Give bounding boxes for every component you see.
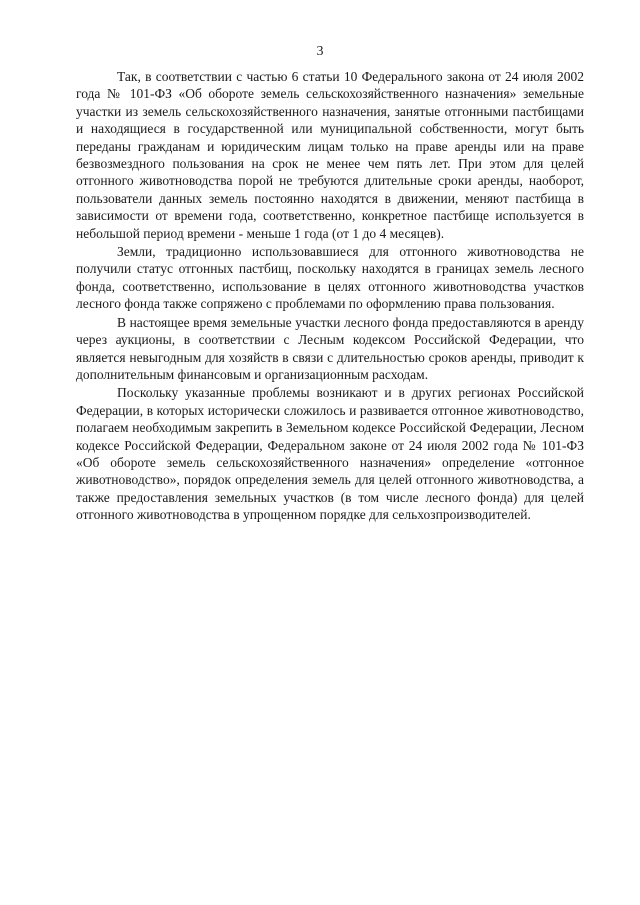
paragraph-4: Поскольку указанные проблемы возникают и в других регионах Российской Федерации, в которых исторически сложилось и развивается отгонное животноводство, полагаем необходимым закрепить в Земельном кодексе Российской Федерации, Лесном кодексе Российской Федерации, Федеральном законе от 24 июля 2002 года № 101-ФЗ «Об обороте земель сельскохозяйственного назначения» определение «отгонное животноводство», порядок определения земель для целей отгонного животноводства, а также предоставления земельных участков (в том числе лесного фонда) для целей отгонного животноводства в упрощенном порядке для сельхозпроизводителей. (76, 385, 584, 523)
page-number: 3 (316, 44, 324, 59)
paragraph-3: В настоящее время земельные участки лесного фонда предоставляются в аренду через аукционы, в соответствии с Лесным кодексом Российской Федерации, что является невыгодным для хозяйств в связи с длительностью сроков аренды, приводит к дополнительным финансовым и организационным расходам. (76, 314, 584, 382)
paragraph-1: Так, в соответствии с частью 6 статьи 10 Федерального закона от 24 июля 2002 года № 101-ФЗ «Об обороте земель сельскохозяйственного назначения» земельные участки из земель сельскохозяйственного назначения, занятые отгонными пастбищами и находящиеся в государственной или муниципальной собственности, могут быть переданы гражданам и юридическим лицам только на праве аренды или на праве безвозмездного пользования на срок не менее чем пять лет. При этом для целей отгонного животноводства порой не требуются длительные сроки аренды, наоборот, пользователи данных земель постоянно находятся в движении, меняют пастбища в зависимости от времени года, соответственно, конкретное пастбище используется в небольшой период времени - меньше 1 года (от 1 до 4 месяцев). (76, 69, 584, 241)
document-body (76, 68, 584, 525)
paragraph-2: Земли, традиционно использовавшиеся для отгонного животноводства не получили статус отгонных пастбищ, поскольку находятся в границах земель лесного фонда, соответственно, использование в целях отгонного животноводства участков лесного фонда также сопряжено с проблемами по оформлению права пользования. (76, 244, 584, 312)
